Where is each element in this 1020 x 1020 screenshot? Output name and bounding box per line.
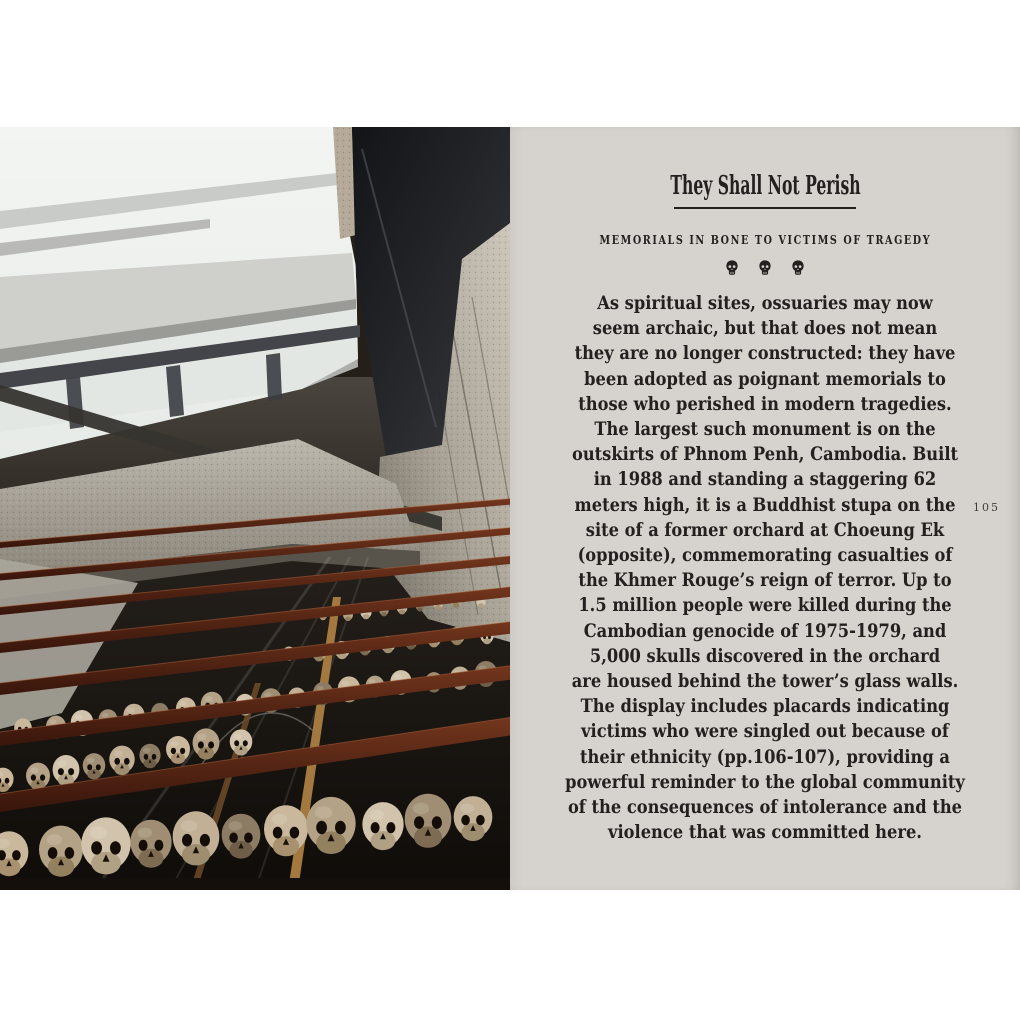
body-text — [563, 291, 968, 845]
page-number: 105 — [973, 501, 1000, 514]
body-text-line: of the consequences of intolerance and the — [567, 797, 963, 819]
skull-icon — [758, 260, 772, 277]
body-text-line: The display includes placards indicating — [580, 696, 950, 718]
body-text-line: outskirts of Phnom Penh, Cambodia. Built — [571, 444, 959, 466]
skull-ornament — [510, 260, 1020, 277]
body-text-line: victims who were singled out because of — [581, 721, 949, 743]
stupa-photo — [0, 127, 510, 890]
body-text-line: 1.5 million people were killed during the — [578, 595, 952, 617]
body-text-line: As spiritual sites, ossuaries may now — [597, 293, 933, 314]
book-spread — [0, 127, 1020, 890]
body-text-line: 5,000 skulls discovered in the orchard — [589, 645, 941, 667]
skull-icon — [725, 260, 739, 277]
body-text-line: are housed behind the tower’s glass walls. — [571, 671, 959, 693]
body-text-line: site of a former orchard at Choeung Ek — [585, 519, 945, 541]
page-title: They Shall Not Perish — [669, 171, 861, 201]
photo-page — [0, 127, 510, 890]
skull-icon — [791, 260, 805, 277]
photo-bottom-edge — [0, 878, 510, 890]
title-block — [510, 127, 1020, 209]
body-text-line: their ethnicity (pp.106-107), providing a — [579, 746, 950, 768]
body-text-line: they are no longer constructed: they have — [574, 343, 956, 365]
body-text-line: (opposite), commemorating casualties of — [577, 545, 953, 567]
body-text-line: the Khmer Rouge’s reign of terror. Up to — [578, 570, 952, 592]
body-text-line: violence that was committed here. — [608, 822, 922, 844]
body-text-line: The largest such monument is on the — [594, 419, 936, 441]
subtitle: MEMORIALS IN BONE TO VICTIMS OF TRAGEDY — [599, 233, 931, 247]
body-text-line: in 1988 and standing a staggering 62 — [593, 469, 937, 491]
body-text-line: powerful reminder to the global community — [565, 771, 965, 793]
title-underline — [674, 207, 856, 209]
body-text-line: Cambodian genocide of 1975-1979, and — [583, 620, 947, 642]
body-text-line: meters high, it is a Buddhist stupa on the — [574, 494, 956, 516]
text-page — [510, 127, 1020, 890]
body-text-line: those who perished in modern tragedies. — [578, 393, 952, 415]
body-text-line: been adopted as poignant memorials to — [584, 368, 946, 390]
body-text-line: seem archaic, but that does not mean — [592, 318, 938, 340]
